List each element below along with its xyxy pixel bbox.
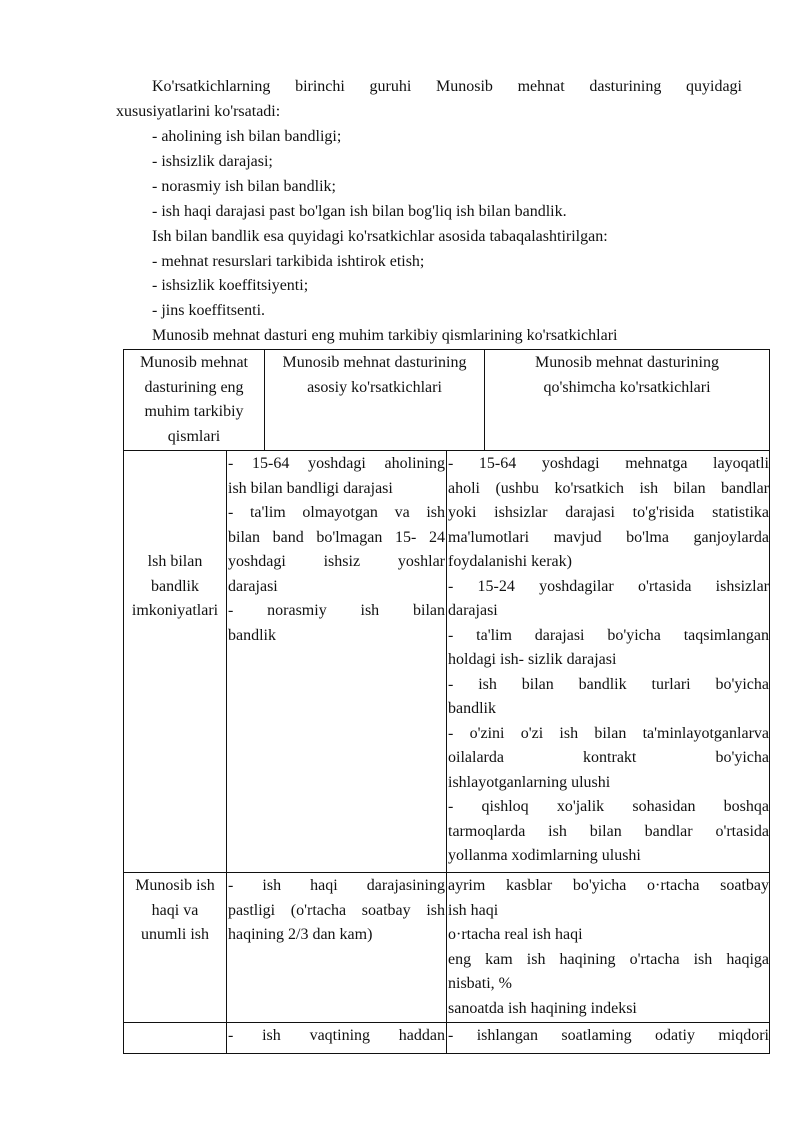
table-border xyxy=(123,349,124,1054)
table-border xyxy=(446,450,447,1054)
paragraph-line: Ish bilan bandlik esa quyidagi ko'rsatkichlar asosida tabaqalashtirilgan: xyxy=(152,228,608,245)
row-main-indicators: - ish haqi darajasining pastligi (o'rtacha soatbay ish haqining 2/3 dan kam) xyxy=(228,877,445,943)
table-border xyxy=(226,450,227,1054)
bullet-item: - ishsizlik darajasi; xyxy=(152,153,273,170)
table-caption: Munosib mehnat dasturi eng muhim tarkibiy qismlarining ko'rsatkichlari xyxy=(152,327,618,344)
paragraph-line: Ko'rsatkichlarning birinchi guruhi Munosib mehnat dasturining quyidagi xyxy=(152,78,742,95)
bullet-item: - norasmiy ish bilan bandlik; xyxy=(152,178,336,195)
row-extra-indicators: ayrim kasblar bo'yicha o·rtacha soatbay ish haqi o·rtacha real ish haqi eng kam ish haqining o'rtacha ish haqiga nisbati, % sanoatda ish haqining indeksi xyxy=(448,877,769,1017)
table-border xyxy=(769,349,770,1054)
row-extra-indicators: - 15-64 yoshdagi mehnatga layoqatli aholi (ushbu ko'rsatkich ish bilan bandlar yoki ishsizlar darajasi to'g'risida statistika ma'lumotlari mavjud bo'lma ganjoylarda foydalanishi kerak) - 15-24 yoshdagilar o'rtasida ishsizlar darajasi - ta'lim darajasi bo'yicha taqsimlangan holdagi ish- sizlik darajasi - ish bilan bandlik turlari bo'yicha bandlik - o'zini o'zi ish bilan ta'minlayotganlarva oilalarda kontrakt bo'yicha ishlayotganlarning ulushi - qishloq xo'jalik sohasidan boshqa tarmoqlarda ish bilan bandlar o'rtasida yollanma xodimlarning ulushi xyxy=(448,455,769,864)
bullet-item: - aholining ish bilan bandligi; xyxy=(152,128,342,145)
bullet-item: - ish haqi darajasi past bo'lgan ish bilan bog'liq ish bilan bandlik. xyxy=(152,203,567,220)
bullet-item: - jins koeffitsenti. xyxy=(152,302,266,319)
table-border xyxy=(123,349,770,350)
row-label-employment: lsh bilan bandlik imkoniyatlari xyxy=(131,553,219,619)
header-cell-main-indicators: Munosib mehnat dasturining asosiy ko'rsatkichlari xyxy=(282,354,467,396)
bullet-item: - ishsizlik koeffitsiyenti; xyxy=(152,277,309,294)
header-cell-components: Munosib mehnat dasturining eng muhim tarkibiy qismlari xyxy=(140,354,248,445)
paragraph-line: xususiyatlarini ko'rsatadi: xyxy=(116,103,281,120)
row-label-wages: Munosib ish haqi va unumli ish xyxy=(135,877,215,943)
header-cell-extra-indicators: Munosib mehnat dasturining qo'shimcha ko'rsatkichlari xyxy=(535,354,719,396)
row-main-indicators: - ish vaqtining haddan xyxy=(228,1027,445,1044)
row-extra-indicators: - ishlangan soatlaming odatiy miqdori xyxy=(448,1027,769,1044)
bullet-item: - mehnat resurslari tarkibida ishtirok etish; xyxy=(152,253,425,270)
row-main-indicators: - 15-64 yoshdagi aholining ish bilan bandligi darajasi - ta'lim olmayotgan va ish bilan band bo'lmagan 15- 24 yoshdagi ishsiz yoshlar darajasi - norasmiy ish bilan bandlik xyxy=(228,455,445,644)
